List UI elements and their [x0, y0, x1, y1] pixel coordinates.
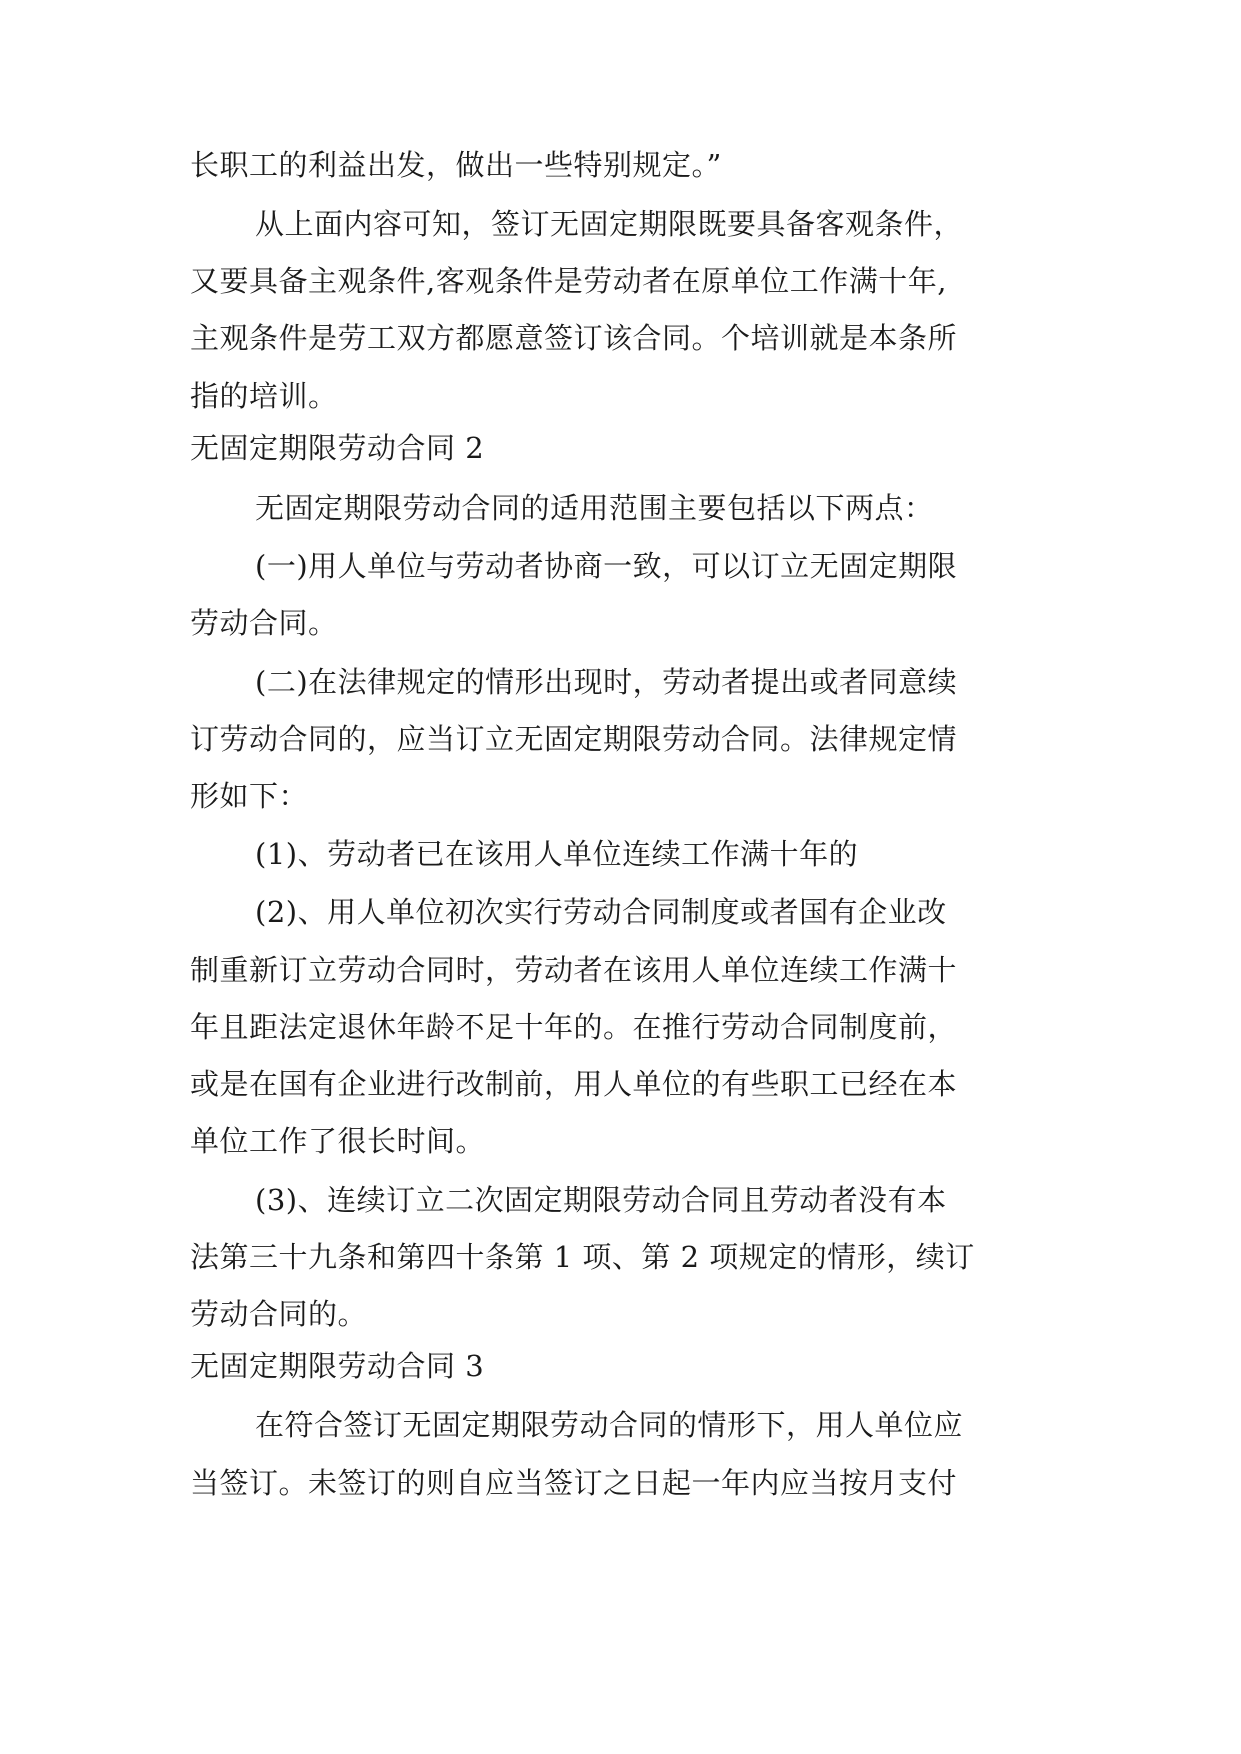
- text-line: 劳动合同。: [190, 606, 338, 640]
- paragraph-start: (2)、用人单位初次实行劳动合同制度或者国有企业改: [255, 895, 947, 929]
- paragraph-start: (一)用人单位与劳动者协商一致，可以订立无固定期限: [255, 549, 958, 583]
- paragraph-start: 无固定期限劳动合同的适用范围主要包括以下两点：: [255, 491, 934, 525]
- paragraph-start: (1)、劳动者已在该用人单位连续工作满十年的: [255, 837, 859, 871]
- paragraph-start: (二)在法律规定的情形出现时，劳动者提出或者同意续: [255, 665, 958, 699]
- text-line: 形如下：: [190, 779, 309, 813]
- text-line: 又要具备主观条件,客观条件是劳动者在原单位工作满十年,: [190, 264, 947, 298]
- section-heading: 无固定期限劳动合同 2: [190, 431, 485, 465]
- paragraph-start: 从上面内容可知，签订无固定期限既要具备客观条件，: [255, 207, 964, 241]
- text-line: 劳动合同的。: [190, 1297, 368, 1331]
- text-line: 或是在国有企业进行改制前，用人单位的有些职工已经在本: [190, 1067, 958, 1101]
- paragraph-start: (3)、连续订立二次固定期限劳动合同且劳动者没有本: [255, 1183, 947, 1217]
- text-line: 单位工作了很长时间。: [190, 1124, 486, 1158]
- text-line: 法第三十九条和第四十条第 1 项、第 2 项规定的情形，续订: [190, 1240, 975, 1274]
- paragraph-start: 在符合签订无固定期限劳动合同的情形下，用人单位应: [255, 1408, 964, 1442]
- text-line: 主观条件是劳工双方都愿意签订该合同。个培训就是本条所: [190, 321, 958, 355]
- text-line: 当签订。未签订的则自应当签订之日起一年内应当按月支付: [190, 1466, 958, 1500]
- section-heading: 无固定期限劳动合同 3: [190, 1349, 485, 1383]
- text-line: 年且距法定退休年龄不足十年的。在推行劳动合同制度前，: [190, 1010, 958, 1044]
- text-line: 制重新订立劳动合同时，劳动者在该用人单位连续工作满十: [190, 953, 958, 987]
- text-line: 指的培训。: [190, 379, 338, 413]
- text-line: 长职工的利益出发，做出一些特别规定。”: [190, 148, 722, 182]
- text-line: 订劳动合同的，应当订立无固定期限劳动合同。法律规定情: [190, 722, 958, 756]
